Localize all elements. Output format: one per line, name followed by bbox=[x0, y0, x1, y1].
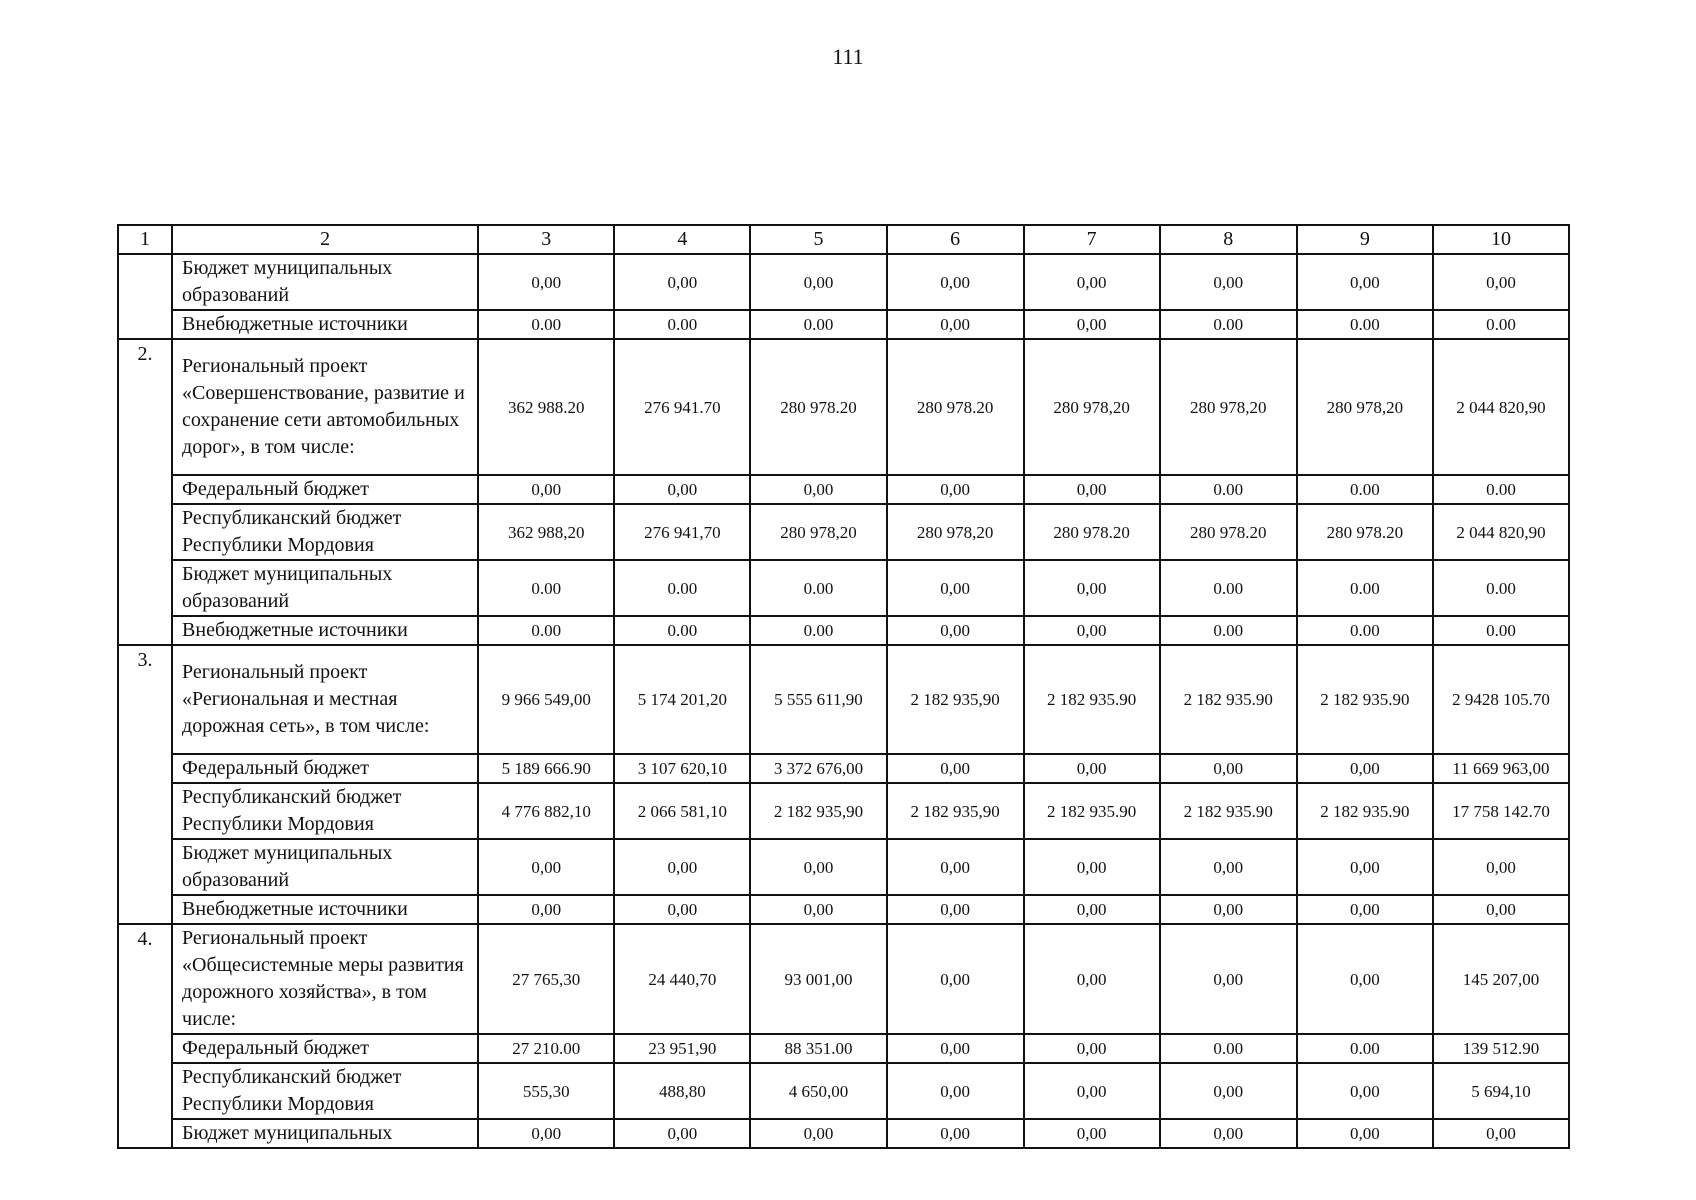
table-row bbox=[118, 924, 1569, 1034]
value-cell: 2 182 935.90 bbox=[1160, 645, 1297, 754]
value-cell: 280 978.20 bbox=[887, 339, 1024, 475]
value-cell: 3 372 676,00 bbox=[750, 754, 886, 783]
value-cell: 0,00 bbox=[887, 1034, 1024, 1063]
value-cell: 0,00 bbox=[1024, 475, 1160, 504]
value-cell: 0,00 bbox=[1024, 924, 1160, 1034]
table-row bbox=[118, 895, 1569, 924]
table-row bbox=[118, 645, 1569, 754]
header-cell: 5 bbox=[750, 225, 886, 254]
value-cell: 5 694,10 bbox=[1433, 1063, 1569, 1119]
value-cell: 0,00 bbox=[887, 1063, 1024, 1119]
value-cell: 0.00 bbox=[478, 560, 614, 616]
value-cell: 280 978,20 bbox=[887, 504, 1024, 560]
value-cell: 0.00 bbox=[478, 310, 614, 339]
value-cell: 0,00 bbox=[1433, 254, 1569, 310]
value-cell: 0.00 bbox=[1160, 1034, 1297, 1063]
value-cell: 0,00 bbox=[1024, 839, 1160, 895]
value-cell: 276 941,70 bbox=[614, 504, 750, 560]
value-cell: 0,00 bbox=[1024, 754, 1160, 783]
row-label-cell: Региональный проект «Общесистемные меры развития дорожного хозяйства», в том числе: bbox=[172, 924, 478, 1034]
value-cell: 27 765,30 bbox=[478, 924, 614, 1034]
value-cell: 0,00 bbox=[478, 895, 614, 924]
table-row bbox=[118, 504, 1569, 560]
value-cell: 280 978.20 bbox=[1024, 504, 1160, 560]
header-cell: 10 bbox=[1433, 225, 1569, 254]
value-cell: 0.00 bbox=[1433, 475, 1569, 504]
row-number-cell: 3. bbox=[118, 645, 172, 924]
value-cell: 0.00 bbox=[614, 560, 750, 616]
value-cell: 0,00 bbox=[478, 839, 614, 895]
value-cell: 0,00 bbox=[750, 1119, 886, 1148]
value-cell: 5 174 201,20 bbox=[614, 645, 750, 754]
row-number-cell: 4. bbox=[118, 924, 172, 1148]
value-cell: 145 207,00 bbox=[1433, 924, 1569, 1034]
value-cell: 0,00 bbox=[478, 254, 614, 310]
value-cell: 2 9428 105.70 bbox=[1433, 645, 1569, 754]
table-row bbox=[118, 560, 1569, 616]
table-row bbox=[118, 475, 1569, 504]
header-cell: 3 bbox=[478, 225, 614, 254]
value-cell: 0.00 bbox=[614, 616, 750, 645]
value-cell: 0,00 bbox=[1024, 1119, 1160, 1148]
value-cell: 2 182 935.90 bbox=[1024, 783, 1160, 839]
value-cell: 2 182 935.90 bbox=[1160, 783, 1297, 839]
row-label-cell: Региональный проект «Совершенствование, развитие и сохранение сети автомобильных дорог», в том числе: bbox=[172, 339, 478, 475]
header-cell: 6 bbox=[887, 225, 1024, 254]
value-cell: 0,00 bbox=[614, 895, 750, 924]
value-cell: 2 182 935.90 bbox=[1297, 783, 1433, 839]
value-cell: 555,30 bbox=[478, 1063, 614, 1119]
value-cell: 0,00 bbox=[1297, 1063, 1433, 1119]
table-row bbox=[118, 1063, 1569, 1119]
value-cell: 2 044 820,90 bbox=[1433, 339, 1569, 475]
budget-table bbox=[117, 224, 1570, 1149]
value-cell: 0,00 bbox=[1024, 560, 1160, 616]
value-cell: 24 440,70 bbox=[614, 924, 750, 1034]
value-cell: 0,00 bbox=[750, 839, 886, 895]
value-cell: 0,00 bbox=[1024, 895, 1160, 924]
header-cell: 9 bbox=[1297, 225, 1433, 254]
value-cell: 0.00 bbox=[1297, 310, 1433, 339]
value-cell: 0,00 bbox=[1297, 895, 1433, 924]
value-cell: 280 978.20 bbox=[750, 339, 886, 475]
header-cell: 8 bbox=[1160, 225, 1297, 254]
value-cell: 5 555 611,90 bbox=[750, 645, 886, 754]
table-row bbox=[118, 754, 1569, 783]
value-cell: 0,00 bbox=[1433, 895, 1569, 924]
value-cell: 0,00 bbox=[887, 1119, 1024, 1148]
row-label-cell: Республиканский бюджет Республики Мордовия bbox=[172, 1063, 478, 1119]
value-cell: 0.00 bbox=[1297, 475, 1433, 504]
value-cell: 0,00 bbox=[1024, 616, 1160, 645]
value-cell: 0,00 bbox=[1160, 895, 1297, 924]
value-cell: 0,00 bbox=[478, 475, 614, 504]
row-label-cell: Бюджет муниципальных образований bbox=[172, 560, 478, 616]
value-cell: 276 941.70 bbox=[614, 339, 750, 475]
value-cell: 0.00 bbox=[750, 560, 886, 616]
value-cell: 0,00 bbox=[1160, 839, 1297, 895]
value-cell: 0,00 bbox=[478, 1119, 614, 1148]
header-cell: 2 bbox=[172, 225, 478, 254]
value-cell: 23 951,90 bbox=[614, 1034, 750, 1063]
header-row bbox=[118, 225, 1569, 254]
value-cell: 0,00 bbox=[750, 895, 886, 924]
value-cell: 4 776 882,10 bbox=[478, 783, 614, 839]
value-cell: 2 182 935,90 bbox=[887, 783, 1024, 839]
value-cell: 139 512.90 bbox=[1433, 1034, 1569, 1063]
value-cell: 2 182 935.90 bbox=[1024, 645, 1160, 754]
value-cell: 0,00 bbox=[1160, 754, 1297, 783]
value-cell: 0,00 bbox=[887, 895, 1024, 924]
value-cell: 0.00 bbox=[1297, 1034, 1433, 1063]
value-cell: 362 988,20 bbox=[478, 504, 614, 560]
row-label-cell: Бюджет муниципальных образований bbox=[172, 839, 478, 895]
value-cell: 9 966 549,00 bbox=[478, 645, 614, 754]
table-row bbox=[118, 310, 1569, 339]
value-cell: 0,00 bbox=[1024, 1063, 1160, 1119]
value-cell: 2 066 581,10 bbox=[614, 783, 750, 839]
value-cell: 0,00 bbox=[887, 254, 1024, 310]
value-cell: 0.00 bbox=[614, 310, 750, 339]
value-cell: 280 978,20 bbox=[1160, 339, 1297, 475]
row-label-cell: Внебюджетные источники bbox=[172, 616, 478, 645]
value-cell: 0,00 bbox=[887, 475, 1024, 504]
value-cell: 0,00 bbox=[614, 475, 750, 504]
value-cell: 280 978.20 bbox=[1160, 504, 1297, 560]
value-cell: 0,00 bbox=[887, 839, 1024, 895]
value-cell: 0,00 bbox=[750, 254, 886, 310]
value-cell: 280 978.20 bbox=[1297, 504, 1433, 560]
value-cell: 280 978,20 bbox=[750, 504, 886, 560]
value-cell: 5 189 666.90 bbox=[478, 754, 614, 783]
value-cell: 0,00 bbox=[1297, 1119, 1433, 1148]
table-row bbox=[118, 616, 1569, 645]
value-cell: 0,00 bbox=[1297, 754, 1433, 783]
row-label-cell: Федеральный бюджет bbox=[172, 754, 478, 783]
row-label-cell: Республиканский бюджет Республики Мордовия bbox=[172, 783, 478, 839]
value-cell: 2 182 935,90 bbox=[887, 645, 1024, 754]
value-cell: 0,00 bbox=[614, 254, 750, 310]
table-row bbox=[118, 1119, 1569, 1148]
value-cell: 0.00 bbox=[1297, 616, 1433, 645]
value-cell: 0.00 bbox=[1433, 310, 1569, 339]
value-cell: 280 978,20 bbox=[1297, 339, 1433, 475]
value-cell: 0,00 bbox=[887, 560, 1024, 616]
value-cell: 0,00 bbox=[1024, 254, 1160, 310]
value-cell: 0.00 bbox=[1160, 616, 1297, 645]
row-label-cell: Федеральный бюджет bbox=[172, 475, 478, 504]
table-row bbox=[118, 783, 1569, 839]
value-cell: 0,00 bbox=[1160, 1063, 1297, 1119]
value-cell: 0,00 bbox=[1297, 924, 1433, 1034]
value-cell: 0.00 bbox=[1433, 616, 1569, 645]
table-row bbox=[118, 254, 1569, 310]
table-row bbox=[118, 1034, 1569, 1063]
value-cell: 0.00 bbox=[1160, 475, 1297, 504]
header-cell: 1 bbox=[118, 225, 172, 254]
value-cell: 0.00 bbox=[1160, 310, 1297, 339]
row-label-cell: Республиканский бюджет Республики Мордовия bbox=[172, 504, 478, 560]
value-cell: 0,00 bbox=[614, 839, 750, 895]
value-cell: 27 210.00 bbox=[478, 1034, 614, 1063]
value-cell: 0,00 bbox=[887, 924, 1024, 1034]
value-cell: 11 669 963,00 bbox=[1433, 754, 1569, 783]
value-cell: 0,00 bbox=[1433, 1119, 1569, 1148]
value-cell: 488,80 bbox=[614, 1063, 750, 1119]
value-cell: 2 182 935.90 bbox=[1297, 645, 1433, 754]
row-label-cell: Бюджет муниципальных образований bbox=[172, 254, 478, 310]
value-cell: 0,00 bbox=[1024, 1034, 1160, 1063]
value-cell: 0.00 bbox=[1297, 560, 1433, 616]
table-row bbox=[118, 839, 1569, 895]
value-cell: 4 650,00 bbox=[750, 1063, 886, 1119]
table-row bbox=[118, 339, 1569, 475]
row-label-cell: Внебюджетные источники bbox=[172, 310, 478, 339]
value-cell: 0,00 bbox=[1024, 310, 1160, 339]
value-cell: 3 107 620,10 bbox=[614, 754, 750, 783]
value-cell: 0.00 bbox=[750, 616, 886, 645]
row-label-cell: Бюджет муниципальных bbox=[172, 1119, 478, 1148]
value-cell: 0,00 bbox=[887, 754, 1024, 783]
value-cell: 88 351.00 bbox=[750, 1034, 886, 1063]
value-cell: 0,00 bbox=[887, 310, 1024, 339]
row-number-cell: 2. bbox=[118, 339, 172, 645]
header-cell: 7 bbox=[1024, 225, 1160, 254]
value-cell: 0,00 bbox=[1160, 254, 1297, 310]
value-cell: 93 001,00 bbox=[750, 924, 886, 1034]
value-cell: 0,00 bbox=[1297, 839, 1433, 895]
value-cell: 0,00 bbox=[750, 475, 886, 504]
value-cell: 0,00 bbox=[614, 1119, 750, 1148]
value-cell: 0.00 bbox=[1160, 560, 1297, 616]
value-cell: 2 182 935,90 bbox=[750, 783, 886, 839]
row-label-cell: Федеральный бюджет bbox=[172, 1034, 478, 1063]
table-body bbox=[118, 225, 1569, 1148]
row-label-cell: Региональный проект «Региональная и местная дорожная сеть», в том числе: bbox=[172, 645, 478, 754]
value-cell: 0,00 bbox=[887, 616, 1024, 645]
value-cell: 0,00 bbox=[1433, 839, 1569, 895]
value-cell: 280 978,20 bbox=[1024, 339, 1160, 475]
value-cell: 0.00 bbox=[1433, 560, 1569, 616]
value-cell: 2 044 820,90 bbox=[1433, 504, 1569, 560]
header-cell: 4 bbox=[614, 225, 750, 254]
row-number-cell bbox=[118, 254, 172, 339]
row-label-cell: Внебюджетные источники bbox=[172, 895, 478, 924]
value-cell: 0.00 bbox=[750, 310, 886, 339]
value-cell: 0,00 bbox=[1160, 924, 1297, 1034]
value-cell: 0,00 bbox=[1160, 1119, 1297, 1148]
value-cell: 0,00 bbox=[1297, 254, 1433, 310]
page-number: 111 bbox=[832, 44, 864, 69]
value-cell: 17 758 142.70 bbox=[1433, 783, 1569, 839]
value-cell: 0.00 bbox=[478, 616, 614, 645]
value-cell: 362 988.20 bbox=[478, 339, 614, 475]
